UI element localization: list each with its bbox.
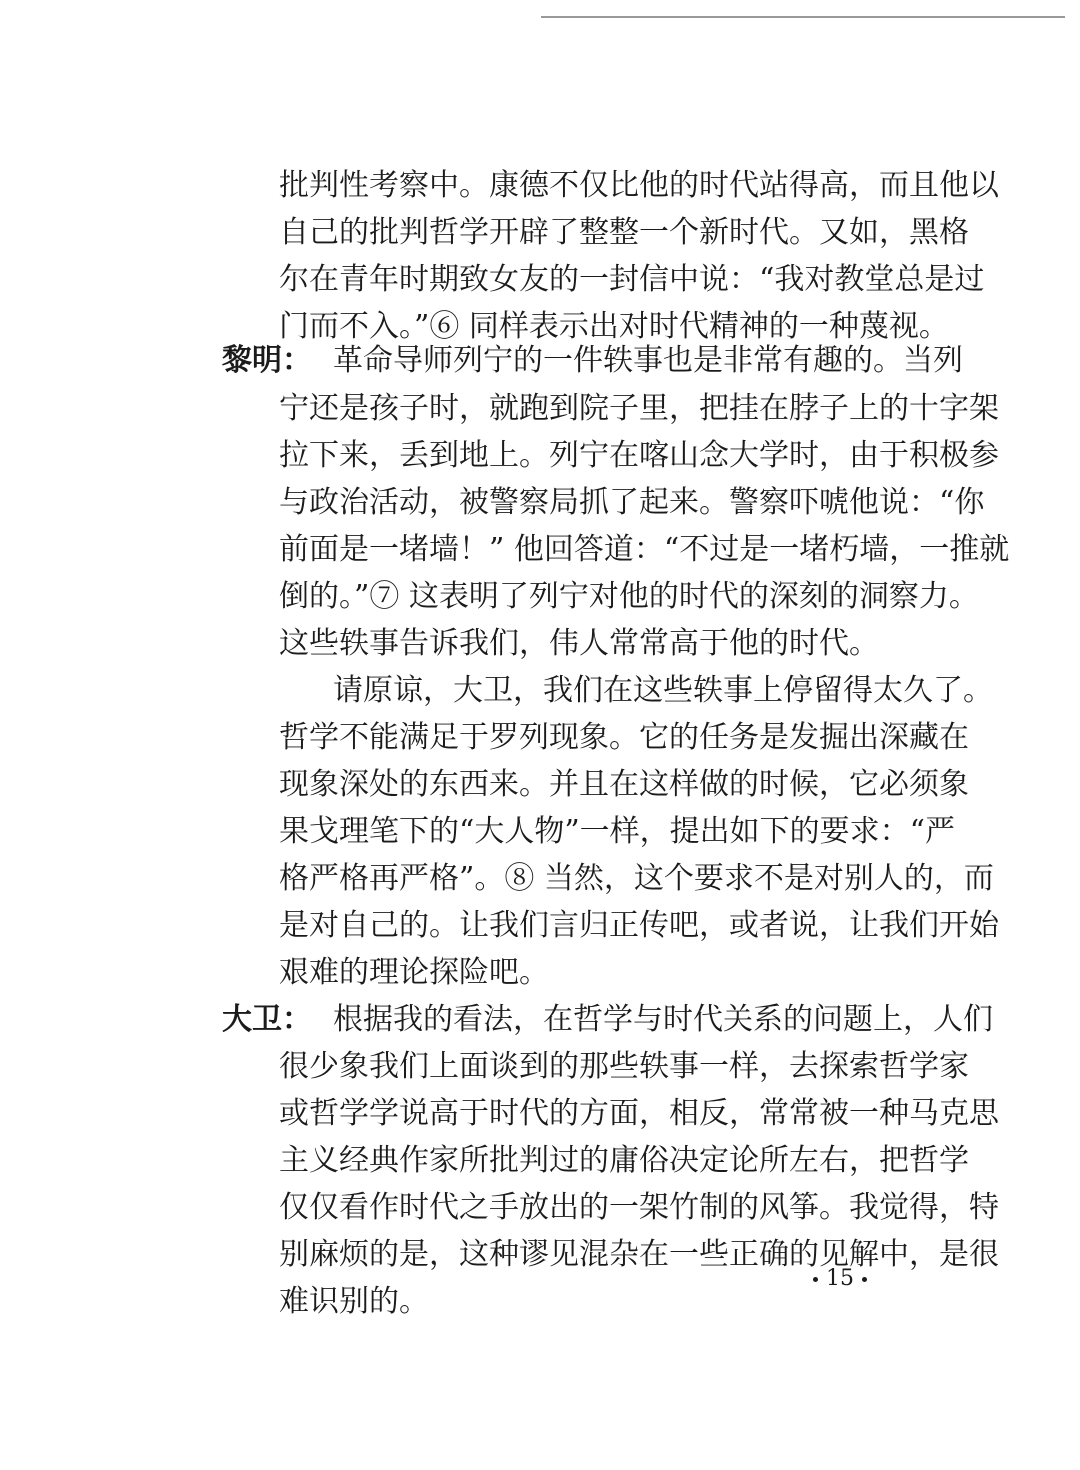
- text-line: 很少象我们上面谈到的那些轶事一样，去探索哲学家: [279, 1049, 969, 1084]
- page-number-dot-right: [862, 1277, 867, 1282]
- page-number-value: 15: [826, 1266, 854, 1291]
- text-line: 别麻烦的是，这种谬见混杂在一些正确的见解中，是很: [279, 1237, 999, 1272]
- text-line: 尔在青年时期致女友的一封信中说：“我对教堂总是过: [279, 262, 985, 297]
- text-line: 艰难的理论探险吧。: [279, 955, 549, 990]
- text-line: 自己的批判哲学开辟了整整一个新时代。又如，黑格: [279, 215, 969, 250]
- speaker-label-dawei: [222, 999, 312, 1041]
- text-line: 格严格再严格”。⑧ 当然，这个要求不是对别人的，而: [279, 861, 994, 896]
- speaker-colon: ：: [282, 343, 312, 378]
- text-line: 前面是一堵墙！” 他回答道：“不过是一堵朽墙，一推就: [279, 532, 1010, 567]
- page-number: [800, 1262, 880, 1296]
- text-line: 请原谅，大卫，我们在这些轶事上停留得太久了。: [333, 673, 993, 708]
- text-line: 倒的。”⑦ 这表明了列宁对他的时代的深刻的洞察力。: [279, 579, 979, 614]
- speaker-colon: ：: [282, 1002, 312, 1037]
- text-line: 难识别的。: [279, 1284, 429, 1319]
- text-line: 革命导师列宁的一件轶事也是非常有趣的。当列: [333, 343, 963, 378]
- page-number-dot-left: [813, 1277, 818, 1282]
- text-line: 仅仅看作时代之手放出的一架竹制的风筝。我觉得，特: [279, 1190, 999, 1225]
- text-line: 与政治活动，被警察局抓了起来。警察吓唬他说：“你: [279, 485, 985, 520]
- text-line: 批判性考察中。康德不仅比他的时代站得高，而且他以: [279, 168, 999, 203]
- speaker-label-liming: [222, 340, 312, 382]
- text-line: 现象深处的东西来。并且在这样做的时候，它必须象: [279, 767, 969, 802]
- text-line: 宁还是孩子时，就跑到院子里，把挂在脖子上的十字架: [279, 391, 999, 426]
- text-line: 是对自己的。让我们言归正传吧，或者说，让我们开始: [279, 908, 999, 943]
- text-line: 哲学不能满足于罗列现象。它的任务是发掘出深藏在: [279, 720, 969, 755]
- speaker-name: 黎明: [222, 343, 282, 378]
- text-line: 这些轶事告诉我们，伟人常常高于他的时代。: [279, 626, 879, 661]
- text-line: 果戈理笔下的“大人物”一样，提出如下的要求：“严: [279, 814, 956, 849]
- speaker-name: 大卫: [222, 1002, 282, 1037]
- top-border-line: [541, 16, 1065, 18]
- text-line: 拉下来，丢到地上。列宁在喀山念大学时，由于积极参: [279, 438, 999, 473]
- text-line: 主义经典作家所批判过的庸俗决定论所左右，把哲学: [279, 1143, 969, 1178]
- text-line: 根据我的看法，在哲学与时代关系的问题上，人们: [333, 1002, 993, 1037]
- text-line: 门而不入。”⑥ 同样表示出对时代精神的一种蔑视。: [279, 309, 949, 344]
- text-line: 或哲学学说高于时代的方面，相反，常常被一种马克思: [279, 1096, 999, 1131]
